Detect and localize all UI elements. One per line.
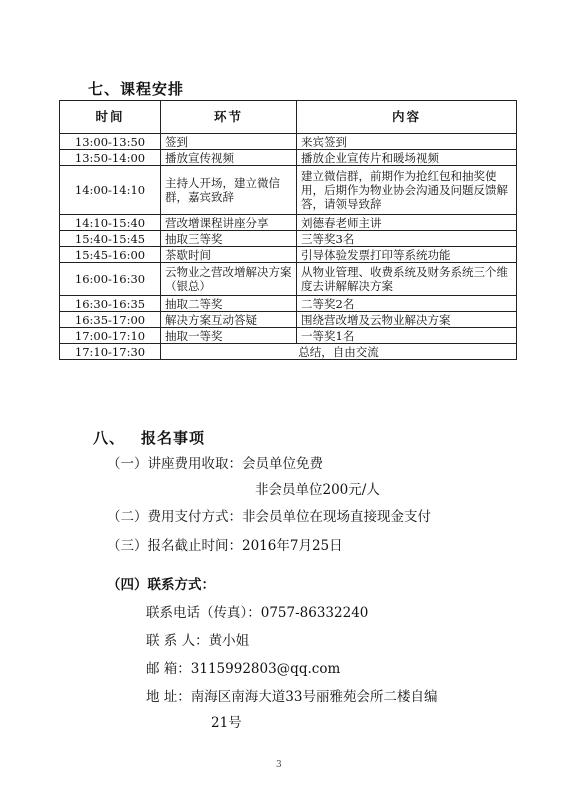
row-content: 播放企业宣传片和暖场视频: [297, 150, 517, 166]
table-header-row: [60, 101, 517, 134]
row-segment: 营改增课程讲座分享: [161, 215, 297, 231]
row-content: 来宾签到: [297, 134, 517, 150]
row-content: 从物业管理、收费系统及财务系统三个维度去讲解解决方案: [297, 263, 517, 296]
row-segment: 茶歇时间: [161, 247, 297, 263]
contact-label: （四）联系方式：: [107, 577, 215, 593]
row-segment: 抽取三等奖: [161, 231, 297, 247]
row-segment: 抽取二等奖: [161, 296, 297, 312]
row-segment: 抽取一等奖: [161, 328, 297, 344]
table-row: [60, 247, 517, 263]
row-content-merged: 总结，自由交流: [161, 344, 517, 360]
section-8-number: 八、: [93, 429, 126, 447]
page-number: 3: [276, 760, 282, 770]
row-time: 14:00-14:10: [60, 166, 161, 215]
row-time: 14:10-15:40: [60, 215, 161, 231]
contact-phone: 联系电话（传真）：0757-86332240: [146, 605, 369, 621]
table-row: [60, 215, 517, 231]
row-segment: 云物业之营改增解决方案（银总）: [161, 263, 297, 296]
header-time: 时间: [60, 101, 161, 134]
section-8-title: [93, 427, 205, 448]
fee-nonmember-line: 非会员单位200元/人: [255, 482, 380, 498]
row-content: 二等奖2名: [297, 296, 517, 312]
contact-person: 联 系 人：黄小姐: [146, 633, 250, 649]
contact-address-cont: 21号: [211, 715, 242, 731]
row-time: 16:30-16:35: [60, 296, 161, 312]
row-time: 16:00-16:30: [60, 263, 161, 296]
row-content: 三等奖3名: [297, 231, 517, 247]
table-row: [60, 312, 517, 328]
table-row: [60, 344, 517, 360]
row-content: 刘德春老师主讲: [297, 215, 517, 231]
contact-email: 邮 箱：3115992803@qq.com: [146, 661, 341, 677]
row-time: 15:40-15:45: [60, 231, 161, 247]
row-time: 16:35-17:00: [60, 312, 161, 328]
section-8-heading: 报名事项: [141, 429, 206, 447]
deadline-line: （三）报名截止时间：2016年7月25日: [107, 538, 343, 554]
row-time: 13:00-13:50: [60, 134, 161, 150]
schedule-table: [59, 100, 517, 360]
table-row: [60, 296, 517, 312]
row-time: 15:45-16:00: [60, 247, 161, 263]
payment-line: （二）费用支付方式：非会员单位在现场直接现金支付: [107, 509, 431, 525]
row-time: 17:10-17:30: [60, 344, 161, 360]
header-segment: 环节: [161, 101, 297, 134]
row-content: 建立微信群，前期作为抢红包和抽奖使用，后期作为物业协会沟通及问题反馈解答，请领导致辞: [297, 166, 517, 215]
fee-line: （一）讲座费用收取：会员单位免费: [107, 456, 323, 472]
row-time: 13:50-14:00: [60, 150, 161, 166]
row-segment: 主持人开场，建立微信群，嘉宾致辞: [161, 166, 297, 215]
row-content: 引导体验发票打印等系统功能: [297, 247, 517, 263]
section-7-title: 七、课程安排: [88, 80, 185, 98]
contact-address: 地 址：南海区南海大道33号丽雅苑会所二楼自编: [146, 689, 438, 705]
row-content: 围绕营改增及云物业解决方案: [297, 312, 517, 328]
table-row: [60, 263, 517, 296]
row-segment: 解决方案互动答疑: [161, 312, 297, 328]
row-time: 17:00-17:10: [60, 328, 161, 344]
row-segment: 播放宣传视频: [161, 150, 297, 166]
table-row: [60, 328, 517, 344]
table-row: [60, 166, 517, 215]
table-row: [60, 134, 517, 150]
table-row: [60, 150, 517, 166]
row-segment: 签到: [161, 134, 297, 150]
header-content: 内容: [297, 101, 517, 134]
row-content: 一等奖1名: [297, 328, 517, 344]
table-row: [60, 231, 517, 247]
